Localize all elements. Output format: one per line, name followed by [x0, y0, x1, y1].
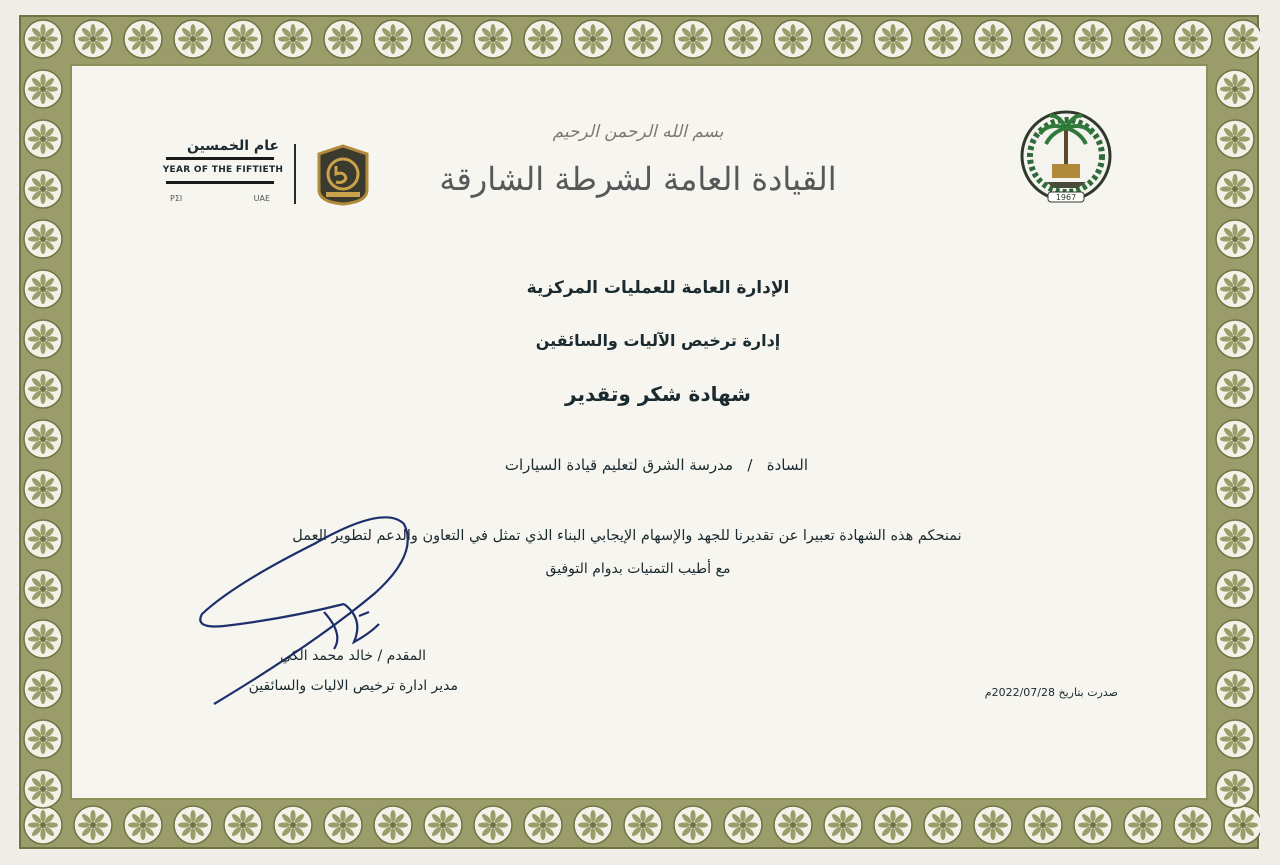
border-motif — [924, 20, 962, 58]
border-motif — [24, 420, 62, 458]
border-motif — [24, 620, 62, 658]
emblem-year: 1967 — [1055, 193, 1077, 202]
recipient-separator: / — [747, 456, 753, 474]
border-motif — [824, 806, 862, 844]
yof-bar-bottom — [166, 181, 274, 184]
certificate-title: شهادة شكر وتقدير — [565, 382, 751, 406]
border-motif — [1216, 320, 1254, 358]
border-motif — [274, 20, 312, 58]
yof-left-code: ΡΣΙ — [170, 194, 183, 203]
border-motif — [1124, 806, 1162, 844]
certificate-body-text: نمنحكم هذه الشهادة تعبيرا عن تقديرنا للجهد والإسهام الإيجابي البناء الذي تمثل في التعاون والدعم لتطوير العمل — [292, 528, 962, 544]
border-motif — [124, 806, 162, 844]
border-motif — [1216, 170, 1254, 208]
border-motif — [724, 806, 762, 844]
border-motif — [1074, 20, 1112, 58]
issue-date-label: صدرت بتاريخ — [1058, 686, 1118, 699]
border-motif — [1174, 806, 1212, 844]
border-motif — [824, 20, 862, 58]
border-motif — [1224, 806, 1260, 844]
issue-date-line — [978, 686, 1118, 699]
border-motif — [874, 806, 912, 844]
department-secondary: إدارة ترخيص الآليات والسائقين — [535, 331, 781, 350]
border-motif — [1216, 770, 1254, 808]
border-motif — [474, 806, 512, 844]
department-primary: الإدارة العامة للعمليات المركزية — [526, 278, 790, 298]
recipient-salutation: السادة — [766, 456, 808, 474]
yof-divider — [294, 144, 296, 204]
border-motif — [74, 20, 112, 58]
border-motif — [1216, 420, 1254, 458]
border-motif — [1216, 670, 1254, 708]
border-motif — [1216, 120, 1254, 158]
border-motif — [924, 806, 962, 844]
border-motif — [474, 20, 512, 58]
border-motif — [24, 170, 62, 208]
border-motif — [374, 20, 412, 58]
border-motif — [1216, 470, 1254, 508]
certificate — [18, 14, 1260, 850]
border-motif — [424, 20, 462, 58]
border-motif — [774, 806, 812, 844]
border-motif — [1216, 720, 1254, 758]
issue-date-suffix: م — [984, 686, 992, 699]
signatory-role: مدير ادارة ترخيص الاليات والسائقين — [248, 678, 458, 694]
border-motif — [174, 806, 212, 844]
border-motif — [24, 70, 62, 108]
year-of-fiftieth-english: YEAR OF THE FIFTIETH — [162, 165, 284, 175]
border-motif — [1224, 20, 1260, 58]
recipient-name: مدرسة الشرق لتعليم قيادة السيارات — [504, 456, 734, 474]
border-motif — [274, 806, 312, 844]
basmala: بسم الله الرحمن الرحيم — [552, 122, 724, 142]
border-motif — [1124, 20, 1162, 58]
border-motif — [74, 806, 112, 844]
border-motif — [24, 806, 62, 844]
border-motif — [324, 20, 362, 58]
border-motif — [24, 470, 62, 508]
border-motif — [224, 20, 262, 58]
border-motif — [24, 770, 62, 808]
border-motif — [1216, 70, 1254, 108]
border-motif — [24, 220, 62, 258]
issue-date: 2022/07/28 — [991, 686, 1055, 699]
border-motif — [24, 670, 62, 708]
border-motif — [24, 520, 62, 558]
recipient-line — [418, 456, 808, 474]
border-motif — [1174, 20, 1212, 58]
border-motif — [1216, 520, 1254, 558]
border-motif — [324, 806, 362, 844]
signatory-name: المقدم / خالد محمد الكي — [280, 648, 426, 664]
border-motif — [674, 20, 712, 58]
border-motif — [1216, 620, 1254, 658]
border-motif — [174, 20, 212, 58]
border-motif — [624, 806, 662, 844]
border-motif — [524, 20, 562, 58]
border-motif — [24, 570, 62, 608]
organization-title: القيادة العامة لشرطة الشارقة — [439, 160, 837, 198]
border-motif — [1024, 20, 1062, 58]
border-motif — [974, 806, 1012, 844]
yof-bar-top — [166, 157, 274, 160]
fifty-badge-icon — [314, 144, 372, 206]
border-motif — [1074, 806, 1112, 844]
border-motif — [24, 20, 62, 58]
border-motif — [1216, 570, 1254, 608]
year-of-fiftieth-arabic: عام الخمسين — [186, 138, 280, 154]
border-motif — [774, 20, 812, 58]
border-motif — [224, 806, 262, 844]
border-motif — [724, 20, 762, 58]
border-motif — [674, 806, 712, 844]
border-motif — [624, 20, 662, 58]
border-motif — [524, 806, 562, 844]
border-motif — [1216, 270, 1254, 308]
border-motif — [24, 320, 62, 358]
sharjah-police-emblem-icon — [1018, 104, 1114, 216]
border-motif — [874, 20, 912, 58]
border-motif — [374, 806, 412, 844]
border-motif — [124, 20, 162, 58]
border-motif — [974, 20, 1012, 58]
border-motif — [574, 20, 612, 58]
border-motif — [24, 720, 62, 758]
border-motif — [1024, 806, 1062, 844]
yof-right-code: UAE — [253, 194, 270, 203]
border-motif — [1216, 370, 1254, 408]
border-motif — [424, 806, 462, 844]
border-motif — [1216, 220, 1254, 258]
border-motif — [24, 370, 62, 408]
border-motif — [24, 120, 62, 158]
closing-line: مع أطيب التمنيات بدوام التوفيق — [545, 561, 731, 577]
border-motif — [24, 270, 62, 308]
border-motif — [574, 806, 612, 844]
